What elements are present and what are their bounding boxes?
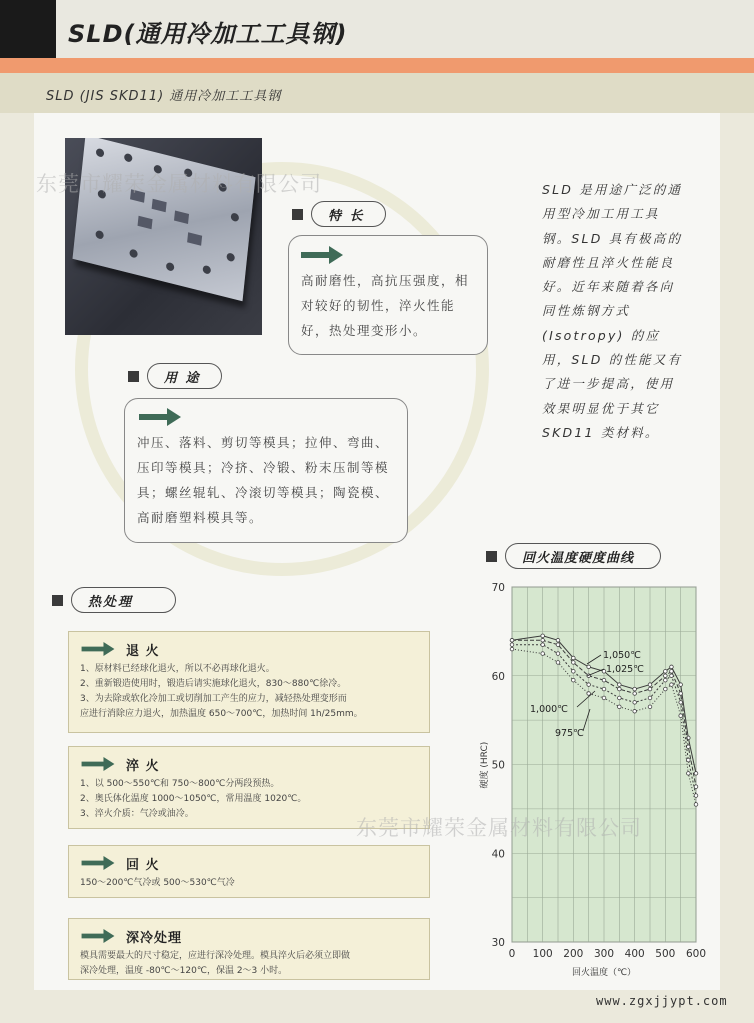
chart-label: 回火温度硬度曲线: [505, 543, 661, 569]
chart-annotation-label: 975℃: [555, 728, 584, 739]
features-tag: [292, 201, 386, 227]
chart-annotation-label: 1,050℃: [603, 650, 641, 661]
chart-data-point: [670, 670, 674, 674]
chart-data-point: [633, 687, 637, 691]
chart-data-point: [679, 683, 683, 687]
watermark-chart: 东莞市耀荣金属材料有限公司: [356, 816, 642, 840]
chart-data-point: [679, 701, 683, 705]
chart-data-point: [602, 678, 606, 682]
chart-data-point: [618, 687, 622, 691]
chart-data-point: [602, 687, 606, 691]
chart-data-point: [633, 692, 637, 696]
annealing-line: 1、原材料已经球化退火，所以不必再球化退火。: [80, 664, 275, 674]
right-arrow-icon: [80, 755, 116, 773]
subzero-line: 模具需要最大的尺寸稳定，应进行深冷处理。模具淬火后必须立即做: [80, 951, 351, 961]
chart-data-point: [670, 674, 674, 678]
chart-y-tick-label: 40: [491, 848, 505, 861]
chart-data-point: [556, 643, 560, 647]
annealing-box: [68, 631, 430, 733]
chart-data-point: [670, 665, 674, 669]
chart-data-point: [687, 772, 691, 776]
annealing-label: 退 火: [126, 643, 160, 659]
description-text: SLD 是用途广泛的通用型冷加工用工具钢。SLD 具有极高的耐磨性且淬火性能良好。近年来随着各向同性炼钢方式 (Isotropy) 的应用，SLD 的性能又有了进一步提高，使用效果明显优于其它 SKD11 类材料。: [542, 182, 683, 440]
chart-data-point: [556, 638, 560, 642]
orange-divider: [0, 58, 754, 73]
chart-data-point: [633, 701, 637, 705]
chart-data-point: [556, 661, 560, 665]
chart-data-point: [510, 638, 514, 642]
chart-data-point: [618, 705, 622, 709]
subzero-line: 深冷处理，温度 -80℃～120℃，保温 2～3 小时。: [80, 966, 288, 976]
chart-x-tick-label: 600: [685, 948, 707, 960]
right-arrow-icon: [299, 244, 345, 266]
chart-data-point: [541, 634, 545, 638]
chart-data-point: [687, 745, 691, 749]
square-bullet-icon: [486, 551, 497, 562]
watermark-top: 东莞市耀荣金属材料有限公司: [36, 172, 322, 196]
title-block-decoration: [0, 0, 56, 58]
chart-data-point: [694, 772, 698, 776]
annealing-body: [69, 660, 429, 722]
uses-text: 冲压、落料、剪切等模具；拉伸、弯曲、压印等模具；冷挤、冷锻、粉末压制等模具；螺丝辊轧、冷滚切等模具；陶瓷模、高耐磨塑料模具等。: [137, 435, 390, 525]
chart-data-point: [664, 670, 668, 674]
chart-y-tick-label: 30: [491, 937, 505, 949]
page-subtitle: SLD (JIS SKD11) 通用冷加工工具钢: [46, 89, 282, 104]
chart-data-point: [510, 647, 514, 651]
square-bullet-icon: [292, 209, 303, 220]
chart-data-point: [510, 643, 514, 647]
features-label: 特 长: [311, 201, 386, 227]
chart-data-point: [694, 785, 698, 789]
chart-data-point: [587, 665, 591, 669]
chart-data-point: [556, 652, 560, 656]
right-arrow-icon: [137, 406, 183, 428]
chart-data-point: [541, 652, 545, 656]
annealing-line: 应进行消除应力退火，加热温度 650～700℃，加热时间 1h/25mm。: [80, 709, 363, 719]
subzero-label: 深冷处理: [126, 930, 183, 946]
square-bullet-icon: [128, 371, 139, 382]
chart-data-point: [541, 643, 545, 647]
uses-label: 用 途: [147, 363, 222, 389]
chart-x-tick-label: 400: [624, 948, 645, 960]
quenching-line: 3、淬火介质：气冷或油冷。: [80, 809, 194, 819]
tempering-hardness-chart: [465, 576, 715, 986]
website-url: www.zgxjjypt.com: [596, 994, 728, 1008]
chart-x-tick-label: 300: [593, 948, 615, 960]
subzero-body: [69, 947, 429, 979]
quenching-label: 淬 火: [126, 758, 160, 774]
chart-y-axis-label: 硬度 (HRC): [480, 741, 490, 789]
heat-treatment-tag: [52, 587, 176, 613]
square-bullet-icon: [52, 595, 63, 606]
chart-data-point: [648, 696, 652, 700]
heat-treatment-label: 热处理: [71, 587, 176, 613]
chart-data-point: [572, 670, 576, 674]
annealing-line: 3、为去除或软化冷加工或切削加工产生的应力，减轻热处理变形而: [80, 694, 347, 704]
right-arrow-icon: [80, 854, 116, 872]
right-arrow-icon: [80, 927, 116, 945]
chart-data-point: [572, 661, 576, 665]
chart-data-point: [648, 687, 652, 691]
chart-x-tick-label: 0: [508, 948, 516, 960]
chart-data-point: [664, 678, 668, 682]
tempering-label: 回 火: [126, 857, 160, 873]
chart-y-tick-label: 70: [491, 582, 505, 594]
uses-tag: [128, 363, 222, 389]
tempering-box: [68, 845, 430, 898]
chart-data-point: [670, 683, 674, 687]
tempering-body: [69, 874, 429, 891]
chart-annotation-label: 1,025℃: [606, 664, 644, 675]
chart-data-point: [679, 692, 683, 696]
chart-data-point: [572, 678, 576, 682]
subzero-box: [68, 918, 430, 980]
chart-data-point: [618, 683, 622, 687]
annealing-line: 2、重新锻造使用时，锻造后请实施球化退火，830～880℃徐冷。: [80, 679, 347, 689]
chart-data-point: [587, 683, 591, 687]
features-box: [288, 235, 488, 355]
chart-data-point: [602, 696, 606, 700]
quenching-line: 2、奥氏体化温度 1000～1050℃，常用温度 1020℃。: [80, 794, 307, 804]
chart-annotation-label: 1,000℃: [530, 704, 568, 715]
right-arrow-icon: [80, 640, 116, 658]
uses-box: [124, 398, 408, 543]
chart-data-point: [694, 794, 698, 798]
steel-plate-image: [72, 138, 255, 301]
chart-x-tick-label: 500: [655, 948, 676, 960]
chart-data-point: [618, 696, 622, 700]
chart-y-tick-label: 50: [491, 759, 505, 772]
chart-x-tick-label: 100: [532, 948, 553, 960]
chart-x-axis-label: 回火温度（℃）: [571, 968, 637, 978]
tempering-line: 150～200℃气冷或 500～530℃气冷: [80, 878, 235, 888]
features-text: 高耐磨性，高抗压强度，相对较好的韧性，淬火性能好，热处理变形小。: [301, 273, 470, 338]
chart-data-point: [633, 709, 637, 713]
chart-data-point: [694, 803, 698, 807]
quenching-line: 1、以 500～550℃和 750～800℃分两段预热。: [80, 779, 280, 789]
chart-tag: [486, 543, 661, 569]
chart-data-point: [648, 705, 652, 709]
chart-y-tick-label: 60: [491, 670, 505, 683]
chart-data-point: [679, 714, 683, 718]
chart-data-point: [664, 687, 668, 691]
chart-data-point: [664, 674, 668, 678]
chart-x-tick-label: 200: [563, 948, 584, 960]
chart-data-point: [541, 638, 545, 642]
chart-data-point: [648, 683, 652, 687]
chart-data-point: [572, 656, 576, 660]
chart-data-point: [587, 692, 591, 696]
page-title: SLD(通用冷加工工具钢): [68, 20, 348, 48]
